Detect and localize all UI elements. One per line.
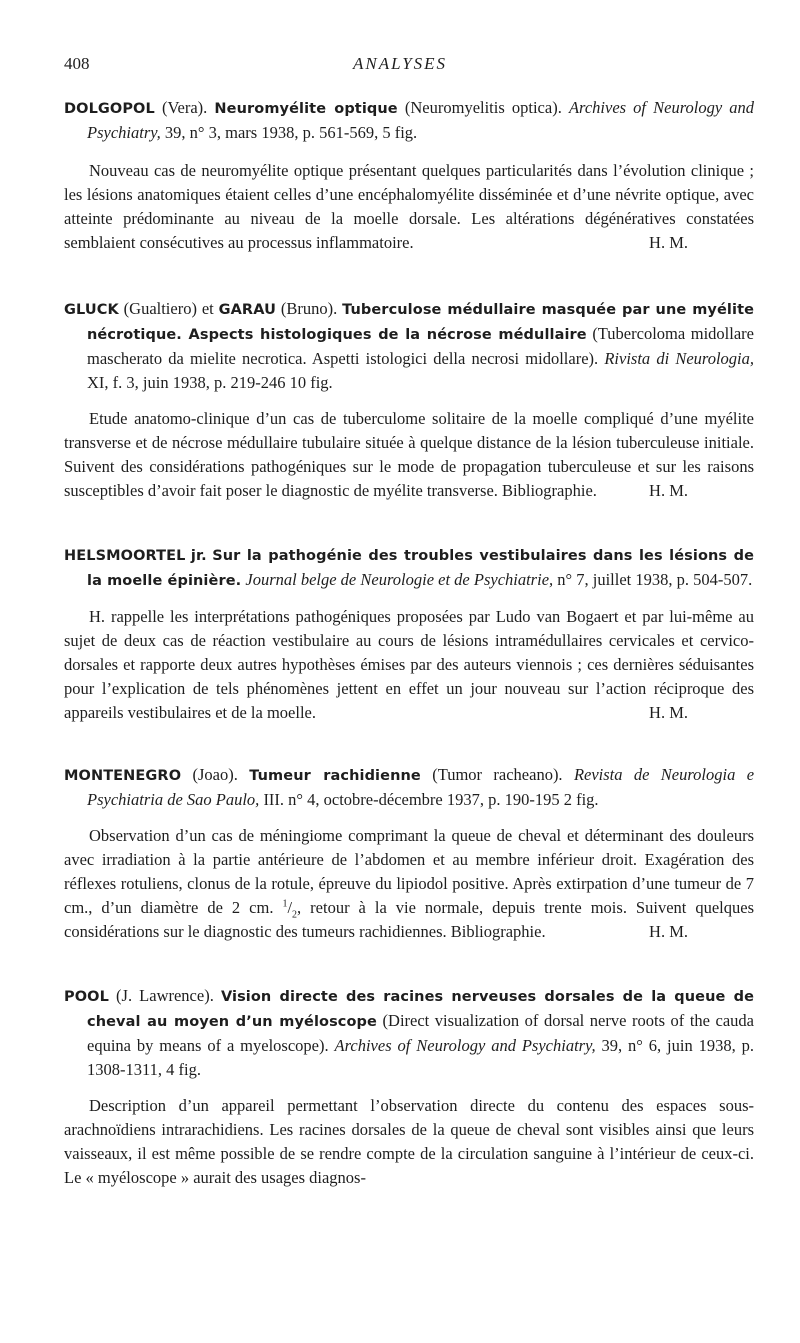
original-title: (Neuromyelitis optica).: [404, 98, 562, 117]
abstract-list: [64, 96, 754, 1190]
citation: [64, 96, 754, 145]
page-number: 408: [64, 54, 90, 73]
abstract-summary: [64, 1094, 754, 1190]
summary-text-continued: , retour à la vie normale, depuis trente mois. Suivent quelques considérations sur le diagnostic des tumeurs rachidiennes. Bibliographie.: [64, 898, 754, 941]
coauthor-detail: (Bruno).: [280, 299, 338, 318]
abstract-summary: Observation d’un cas de méningiome comprimant la queue de cheval et déterminant des douleurs avec irradiation à la partie antérieure de l’abdomen et au membre inférieur droit. Exagération des réflexes rotuliens, clonus de la rotule, épreuve du lipiodol positive. Après extirpation d’une tumeur de 7 cm., d’un diamètre de 2 cm. $^1/_2$, retour à la vie normale, depuis trente mois. Suivent quelques considérations sur le diagnostic des tumeurs rachidiennes. Bibliographie. H. M.: [64, 824, 754, 944]
article-title: Sur la pathogénie des troubles vestibulaires dans les lésions de la moelle épinière.: [87, 548, 755, 589]
original-title: (Tumor racheano).: [432, 765, 563, 784]
running-head: [0, 54, 800, 78]
summary-text: Etude anatomo-clinique d’un cas de tuberculome solitaire de la moelle compliqué d’une myélite transverse et de nécrose médullaire tubulaire située à quelque distance de la lésion tuberculeuse initiale. Suivent des considérations pathogéniques sur le mode de propagation tuberculeuse et sur les raisons susceptibles d’avoir fait poser le diagnostic de myélite transverse. Bibliographie.: [64, 409, 754, 500]
original-title: (Direct visualization of dorsal nerve roots of the cauda equina by means of a myeloscope).: [87, 1011, 754, 1055]
citation: [64, 297, 754, 395]
citation-details: XI, f. 3, juin 1938, p. 219-246 10 fig.: [87, 373, 333, 392]
reviewer-initials: H. M.: [649, 703, 688, 722]
author-name: MONTENEGRO: [64, 768, 182, 784]
abstract-summary: [64, 159, 754, 255]
author-detail: (Vera).: [161, 98, 208, 117]
abstract-summary: [64, 605, 754, 725]
abstract-entry-pool: [64, 984, 754, 1190]
author-name: HELSMOORTEL: [64, 548, 186, 564]
journal-name: Journal belge de Neurologie et de Psychiatrie,: [245, 570, 554, 589]
fraction-numerator: 1: [282, 898, 288, 910]
author-detail: (Gualtiero) et: [123, 299, 214, 318]
abstract-summary: [64, 407, 754, 503]
abstract-entry-montenegro: [64, 763, 754, 944]
journal-name: Revista de Neurologia e Psychiatria de Sao Paulo,: [87, 765, 755, 809]
author-detail: jr.: [190, 548, 207, 564]
section-title: ANALYSES: [352, 54, 448, 73]
citation: [64, 984, 754, 1082]
journal-name: Archives of Neurology and Psychiatry,: [87, 98, 755, 142]
citation-details: III. n° 4, octobre-décembre 1937, p. 190-195 2 fig.: [263, 790, 599, 809]
article-title: Tuberculose médullaire masquée par une myélite nécrotique. Aspects histologiques de la nécrose médullaire: [87, 302, 755, 343]
author-detail: (Joao).: [192, 765, 238, 784]
citation: [64, 543, 754, 593]
article-title: Tumeur rachidienne: [249, 768, 421, 784]
citation-details: n° 7, juillet 1938, p. 504-507.: [557, 570, 753, 589]
journal-name: Rivista di Neurologia,: [604, 349, 754, 368]
coauthor-name: GARAU: [218, 302, 276, 318]
summary-text: Description d’un appareil permettant l’observation directe du contenu des espaces sous-arachnoïdiens intrarachidiens. Les racines dorsales de la queue de cheval sont visibles ainsi que leurs vaisseaux, il est même possible de se rendre compte de la circulation sanguine à l’intérieur de ceux-ci. Le « myéloscope » aurait des usages diagnos-: [64, 1096, 754, 1187]
author-detail: (J. Lawrence).: [116, 986, 214, 1005]
article-title: Neuromyélite optique: [214, 101, 398, 117]
citation-details: 39, n° 3, mars 1938, p. 561-569, 5 fig.: [164, 123, 418, 142]
fraction-denominator: 2: [292, 909, 298, 921]
author-name: GLUCK: [64, 302, 119, 318]
summary-text: Nouveau cas de neuromyélite optique présentant quelques particularités dans l’évolution clinique ; les lésions anatomiques étaient celles d’une encéphalomyélite disséminée et d’une névrite optique, avec atteinte prédominante au niveau de la moelle dorsale. Les altérations dégénératives constatées semblaient consécutives au processus inflammatoire.: [64, 161, 754, 252]
summary-text: Observation d’un cas de méningiome comprimant la queue de cheval et déterminant des douleurs avec irradiation à la partie antérieure de l’abdomen et au membre inférieur droit. Exagération des réflexes rotuliens, clonus de la rotule, épreuve du lipiodol positive. Après extirpation d’une tumeur de 7 cm., d’un diamètre de 2 cm.: [64, 826, 754, 917]
citation: [64, 763, 754, 812]
summary-text: H. rappelle les interprétations pathogéniques proposées par Ludo van Bogaert et par lui-même au sujet de deux cas de réaction vestibulaire au cours de lésions intramédullaires cervicales et cervico-dorsales et rapporte deux autres hypothèses émises par des auteurs viennois ; ces dernières séduisantes pour l’explication de tels phénomènes jettent en effet un jour nouveau sur l’action réciproque des appareils vestibulaires et de la moelle.: [64, 607, 754, 722]
author-name: POOL: [64, 989, 109, 1005]
citation-details: 39, n° 6, juin 1938, p. 1308-1311, 4 fig.: [87, 1036, 755, 1079]
article-title: Vision directe des racines nerveuses dorsales de la queue de cheval au moyen d’un myéloscope: [87, 989, 755, 1030]
journal-name: Archives of Neurology and Psychiatry,: [334, 1036, 596, 1055]
reviewer-initials: H. M.: [649, 233, 688, 252]
reviewer-initials: H. M.: [649, 922, 688, 941]
abstract-entry-helsmoortel: [64, 543, 754, 725]
author-name: DOLGOPOL: [64, 101, 155, 117]
reviewer-initials: H. M.: [649, 481, 688, 500]
original-title: (Tubercoloma midollare mascherato da mielite necrotica. Aspetti istologici della necrosi midollare).: [87, 324, 754, 368]
abstract-entry-gluck-garau: [64, 297, 754, 503]
abstract-entry-dolgopol: [64, 96, 754, 255]
